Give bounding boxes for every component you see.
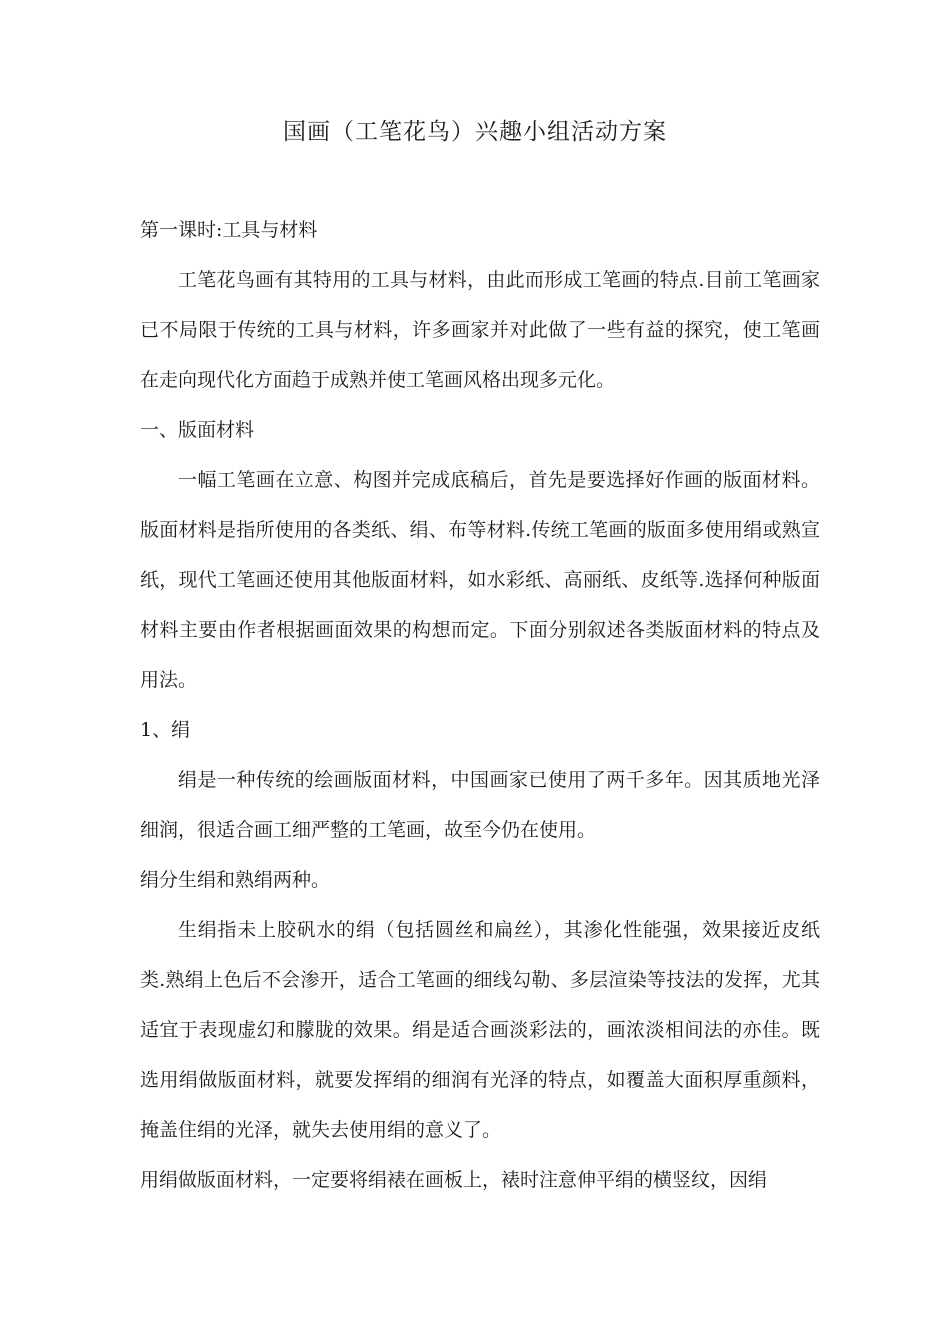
section-1-heading: 一、版面材料 <box>140 419 255 441</box>
intro-paragraph: 工笔花鸟画有其特用的工具与材料，由此而形成工笔画的特点.目前工笔画家已不局限于传统的工具与材料，许多画家并对此做了一些有益的探究，使工笔画在走向现代化方面趋于成熟并使工笔画风格出现多元化。 <box>140 269 820 391</box>
subsection-1-heading: 1、绢 <box>140 719 191 741</box>
section-1-paragraph: 一幅工笔画在立意、构图并完成底稿后，首先是要选择好作画的版面材料。版面材料是指所使用的各类纸、绢、布等材料.传统工笔画的版面多使用绢或熟宣纸，现代工笔画还使用其他版面材料，如水彩纸、高丽纸、皮纸等.选择何种版面材料主要由作者根据画面效果的构想而定。下面分别叙述各类版面材料的特点及用法。 <box>140 469 820 691</box>
document-title: 国画（工笔花鸟）兴趣小组活动方案 <box>283 119 667 145</box>
silk-paragraph-2: 生绢指未上胶矾水的绢（包括圆丝和扁丝），其渗化性能强，效果接近皮纸类.熟绢上色后不会渗开，适合工笔画的细线勾勒、多层渲染等技法的发挥，尤其适宜于表现虚幻和朦胧的效果。绢是适合画淡彩法的，画浓淡相间法的亦佳。既选用绢做版面材料，就要发挥绢的细润有光泽的特点，如覆盖大面积厚重颜料，掩盖住绢的光泽，就失去使用绢的意义了。 <box>140 919 820 1141</box>
silk-paragraph-3: 用绢做版面材料，一定要将绢裱在画板上，裱时注意伸平绢的横竖纹，因绢 <box>140 1169 768 1191</box>
silk-types-line: 绢分生绢和熟绢两种。 <box>140 869 331 891</box>
lesson-heading: 第一课时:工具与材料 <box>140 219 318 241</box>
silk-paragraph-1: 绢是一种传统的绘画版面材料，中国画家已使用了两千多年。因其质地光泽细润，很适合画工细严整的工笔画，故至今仍在使用。 <box>140 769 820 841</box>
document-body <box>140 205 820 1205</box>
